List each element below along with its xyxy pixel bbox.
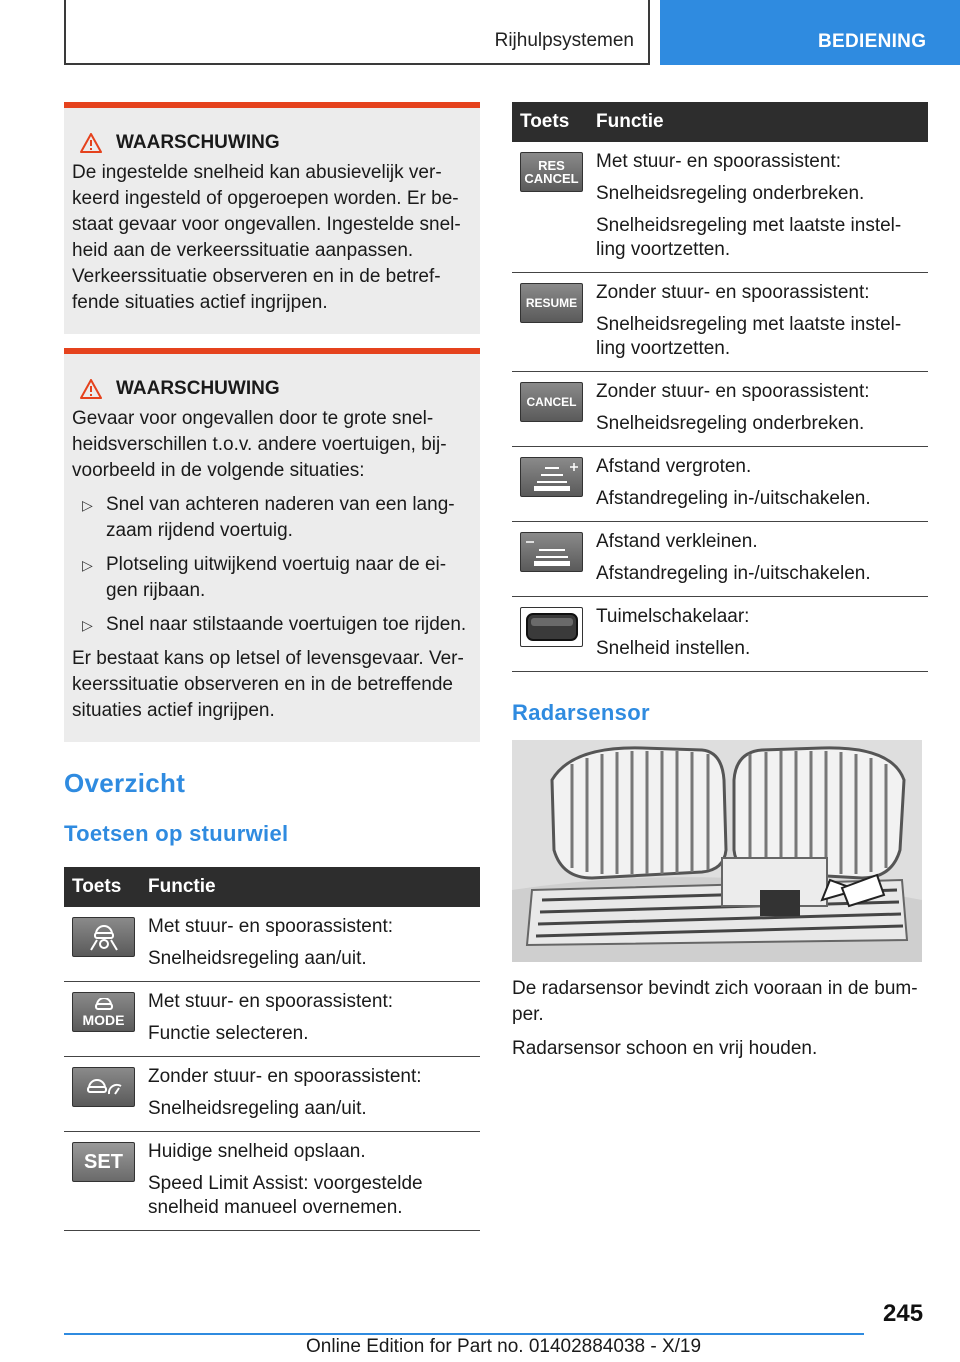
table-header-function: Functie — [140, 867, 480, 907]
table-cell-text: Met stuur- en spoorassistent: — [148, 916, 393, 937]
warning-box-1 — [64, 102, 480, 334]
table-row — [512, 447, 928, 522]
mode-button-icon: MODE — [72, 992, 135, 1032]
table-cell-text: Zonder stuur- en spoorassistent: — [596, 381, 870, 402]
bullet-triangle-icon: ▷ — [82, 497, 93, 513]
steering-buttons-table-continued — [512, 102, 928, 672]
distance-decrease-icon — [520, 532, 583, 572]
footer-divider — [64, 1333, 864, 1335]
steering-assist-icon — [72, 917, 135, 957]
bullet-triangle-icon: ▷ — [82, 617, 93, 633]
table-header-key: Toets — [64, 867, 140, 907]
header-chapter-tab — [660, 0, 960, 65]
table-cell-text: Zonder stuur- en spoorassistent: — [148, 1066, 422, 1087]
table-cell-text: Afstandregeling in-/uitschakelen. — [596, 563, 871, 584]
header-section-box — [64, 0, 650, 65]
table-cell-text: Snelheidsregeling onderbreken. — [596, 413, 865, 434]
rocker-switch-icon — [520, 607, 583, 647]
radar-text-block — [512, 976, 928, 1062]
radar-location-text: De radarsensor bevindt zich vooraan in de bum-per. — [512, 978, 918, 1025]
table-row — [64, 982, 480, 1057]
table-cell-text: Snelheidsregeling aan/uit. — [148, 1098, 367, 1119]
table-cell-text: Huidige snelheid opslaan. — [148, 1141, 366, 1162]
distance-increase-icon — [520, 457, 583, 497]
table-row — [512, 372, 928, 447]
cruise-control-icon — [72, 1067, 135, 1107]
table-row — [512, 522, 928, 597]
table-row — [64, 907, 480, 982]
table-cell-text: Snelheidsregeling onderbreken. — [596, 183, 865, 204]
left-column — [64, 102, 480, 1231]
right-column — [512, 102, 928, 1062]
table-header-key: Toets — [512, 102, 588, 142]
warning-intro: Gevaar voor ongevallen door te grote snel-heidsverschillen t.o.v. andere voertuigen, bij-voorbeeld in de volgende situaties: — [72, 408, 447, 481]
cancel-button-icon: CANCEL — [520, 382, 583, 422]
warning-outro: Er bestaat kans op letsel of levensgevaar. Ver-keerssituatie observeren en in de betreffende situaties actief ingrijpen. — [72, 648, 464, 721]
table-header-function: Functie — [588, 102, 928, 142]
table-row — [512, 273, 928, 372]
set-button-icon: SET — [72, 1142, 135, 1182]
table-cell-text: Tuimelschakelaar: — [596, 606, 750, 627]
table-cell-text: Snelheidsregeling aan/uit. — [148, 948, 367, 969]
table-cell-text: Met stuur- en spoorassistent: — [596, 151, 841, 172]
radar-cleaning-text: Radarsensor schoon en vrij houden. — [512, 1038, 818, 1059]
table-cell-text: Zonder stuur- en spoorassistent: — [596, 282, 870, 303]
res-cancel-button-icon: RES CANCEL — [520, 152, 583, 192]
overview-heading: Overzicht — [64, 768, 186, 798]
table-cell-text: Speed Limit Assist: voorgestelde snelheid manueel overnemen. — [148, 1173, 423, 1218]
steering-buttons-table — [64, 867, 480, 1231]
header-section-title: Rijhulpsystemen — [494, 30, 634, 51]
table-cell-text: Afstand verkleinen. — [596, 531, 758, 552]
bullet-triangle-icon: ▷ — [82, 557, 93, 573]
warning-triangle-icon — [80, 133, 102, 153]
table-cell-text: Afstand vergroten. — [596, 456, 752, 477]
table-cell-text: Snelheidsregeling met laatste instel-ling voortzetten. — [596, 314, 902, 359]
radar-sensor-heading: Radarsensor — [512, 700, 650, 725]
list-item: ▷ Plotseling uitwijkend voertuig naar de ei-gen rijbaan. — [82, 554, 447, 601]
table-cell-text: Snelheid instellen. — [596, 638, 751, 659]
table-row — [512, 597, 928, 672]
table-cell-text: Afstandregeling in-/uitschakelen. — [596, 488, 871, 509]
warning-title: WAARSCHUWING — [72, 132, 468, 154]
warning-bullet-list — [72, 492, 468, 638]
table-row — [64, 1132, 480, 1231]
steering-wheel-buttons-heading: Toetsen op stuurwiel — [64, 821, 289, 846]
page-number: 245 — [883, 1300, 924, 1327]
table-row — [512, 142, 928, 273]
warning-box-2 — [64, 348, 480, 742]
list-item: ▷ Snel van achteren naderen van een lang-zaam rijdend voertuig. — [82, 494, 455, 541]
footer-edition: Online Edition for Part no. 01402884038 - X/19 — [306, 1336, 702, 1357]
table-row — [64, 1057, 480, 1132]
resume-button-icon: RESUME — [520, 283, 583, 323]
radar-sensor-image — [512, 740, 922, 962]
table-cell-text: Met stuur- en spoorassistent: — [148, 991, 393, 1012]
warning-title: WAARSCHUWING — [72, 378, 468, 400]
list-item: ▷ Snel naar stilstaande voertuigen toe rijden. — [72, 612, 468, 638]
warning-triangle-icon — [80, 379, 102, 399]
header-chapter-title: BEDIENING — [818, 31, 927, 52]
table-cell-text: Functie selecteren. — [148, 1023, 309, 1044]
warning-text: De ingestelde snelheid kan abusievelijk ver-keerd ingesteld of opgeroepen worden. Er be-staat gevaar voor ongevallen. Ingestelde snel-heid aan de verkeerssituatie aanpassen. Verkeerssituatie observeren en in de betref-fende situaties actief ingrijpen. — [72, 162, 461, 313]
table-cell-text: Snelheidsregeling met laatste instel-ling voortzetten. — [596, 215, 902, 260]
